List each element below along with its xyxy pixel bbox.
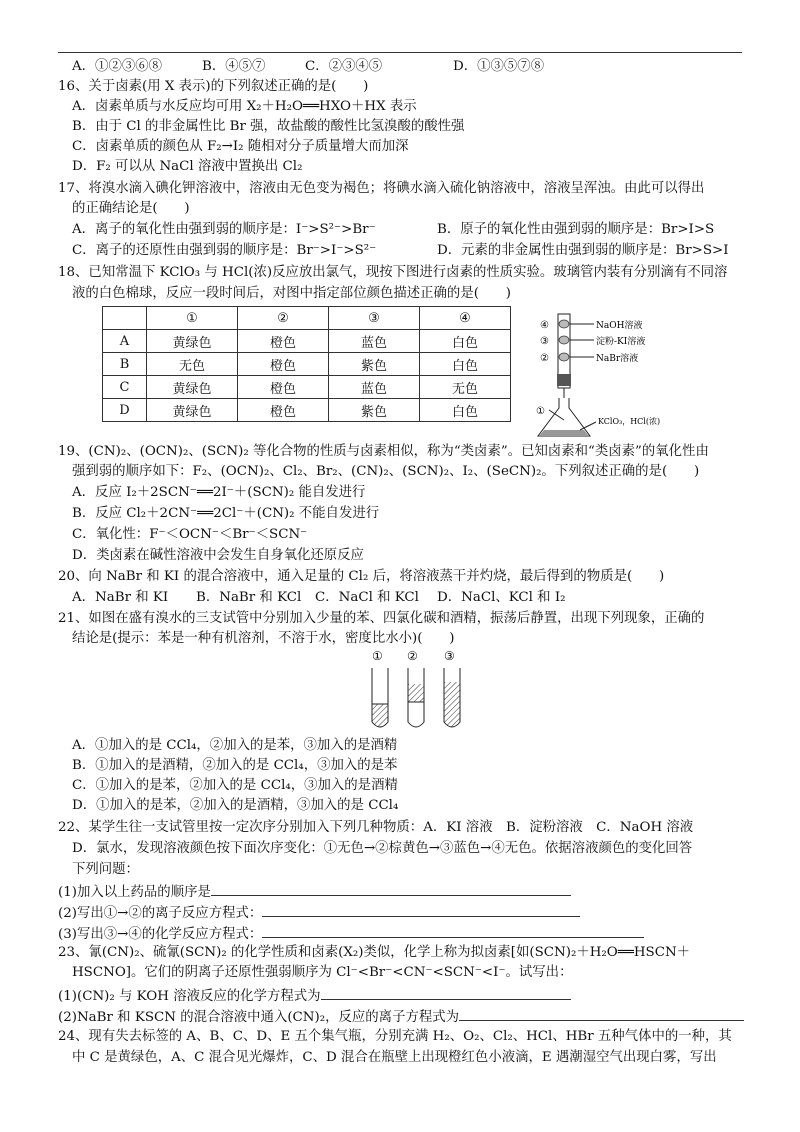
- q19-option-a: A．反应 I₂＋2SCN⁻══2I⁻＋(SCN)₂ 能自发进行: [72, 485, 366, 500]
- tube-label-2: ②: [407, 649, 418, 663]
- q23-part1: [58, 985, 571, 1006]
- table-cell: 橙色: [238, 353, 329, 376]
- table-cell: 橙色: [238, 376, 329, 399]
- q21-test-tubes-figure: [360, 648, 470, 734]
- q16-option-b: B．由于 Cl 的非金属性比 Br 强，故盐酸的酸性比氢溴酸的酸性强: [72, 119, 465, 134]
- q15-option-a: A．①②③⑥⑧: [72, 59, 163, 74]
- fig-label-starch-ki: 淀粉-KI溶液: [596, 337, 646, 347]
- table-header-cell: ④: [420, 307, 511, 330]
- table-cell: A: [103, 330, 147, 353]
- table-row: [103, 330, 511, 353]
- q19-option-d: D．类卤素在碱性溶液中会发生自身氧化还原反应: [72, 548, 364, 563]
- q22-stem-line2: D．氯水，发现溶液颜色按下面次序变化：①无色→②棕黄色→③蓝色→④无色。依据溶液颜色的变化回答: [72, 841, 693, 856]
- q17-option-a: A．离子的氧化性由强到弱的顺序是：I⁻>S²⁻>Br⁻: [72, 222, 376, 237]
- table-cell: 白色: [420, 399, 511, 422]
- test-tube-2: [408, 668, 424, 727]
- q22-part1: [58, 881, 571, 902]
- q22-stem-line1: 22、某学生往一支试管里按一定次序分别加入下列几种物质：A．KI 溶液 B．淀粉溶液 C．NaOH 溶液: [58, 820, 694, 835]
- q23-part2: [58, 1006, 744, 1027]
- table-cell: 橙色: [238, 330, 329, 353]
- table-cell: 无色: [147, 353, 238, 376]
- q22-part2: [58, 902, 580, 923]
- q21-stem-line1: 21、如图在盛有溴水的三支试管中分别加入少量的苯、四氯化碳和酒精，振荡后静置，出现下列现象，正确的: [58, 611, 705, 626]
- q22-part2-text: (2)写出①→②的离子反应方程式：: [58, 906, 263, 921]
- table-cell: 橙色: [238, 399, 329, 422]
- answer-blank[interactable]: [321, 985, 571, 1000]
- table-cell: 紫色: [329, 353, 420, 376]
- fig-label-1: ①: [536, 406, 545, 417]
- q19-option-c: C．氧化性：F⁻＜OCN⁻＜Br⁻＜SCN⁻: [72, 527, 308, 542]
- q17-stem-line2: 的正确结论是( ): [72, 201, 190, 216]
- flask-contents: [539, 430, 589, 436]
- q21-option-a: A．①加入的是 CCl₄，②加入的是苯，③加入的是酒精: [72, 738, 398, 753]
- q16-stem: 16、关于卤素(用 X 表示)的下列叙述正确的是( ): [58, 79, 369, 94]
- table-cell: 蓝色: [329, 330, 420, 353]
- q18-stem-line1: 18、已知常温下 KClO₃ 与 HCl(浓)反应放出氯气，现按下图进行卤素的性质实验。玻璃管内装有分别滴有不同溶: [58, 265, 728, 280]
- tube-label-3: ③: [444, 649, 455, 663]
- q21-option-d: D．①加入的是苯，②加入的是酒精，③加入的是 CCl₄: [72, 798, 399, 813]
- q18-stem-line2: 液的白色棉球，反应一段时间后，对图中指定部位颜色描述正确的是( ): [72, 286, 511, 301]
- answer-blank[interactable]: [262, 923, 644, 938]
- q19-option-b: B．反应 Cl₂＋2CN⁻══2Cl⁻＋(CN)₂ 不能自发进行: [72, 506, 380, 521]
- fig-label-reactants: KClO₃，HCl(浓): [598, 417, 661, 426]
- table-cell: 黄绿色: [147, 330, 238, 353]
- top-rule: [58, 52, 742, 53]
- fig-label-3: ③: [540, 336, 549, 347]
- q15-option-c: C．②③④⑤: [305, 59, 383, 74]
- q24-stem-line1: 24、现有失去标签的 A、B、C、D、E 五个集气瓶，分别充满 H₂、O₂、Cl₂、HCl、HBr 五种气体中的一种，其: [58, 1029, 732, 1044]
- tube-label-1: ①: [372, 649, 383, 663]
- answer-blank[interactable]: [211, 881, 571, 896]
- table-cell: C: [103, 376, 147, 399]
- q22-part3-text: (3)写出③→④的化学反应方程式：: [58, 927, 263, 942]
- table-header-cell: ①: [147, 307, 238, 330]
- q15-option-b: B．④⑤⑦: [202, 59, 266, 74]
- q17-option-d: D．元素的非金属性由强到弱的顺序是：Br>S>I: [437, 243, 729, 258]
- table-header-row: [103, 307, 511, 330]
- q16-option-a: A．卤素单质与水反应均可用 X₂＋H₂O══HXO＋HX 表示: [72, 99, 417, 114]
- fig-label-naoh: NaOH溶液: [596, 321, 643, 331]
- q20-option-a: A．NaBr 和 KI: [72, 590, 169, 605]
- q21-option-c: C．①加入的是苯，②加入的是 CCl₄，③加入的是酒精: [72, 778, 398, 793]
- table-cell: B: [103, 353, 147, 376]
- q22-part1-text: (1)加入以上药品的顺序是: [58, 885, 211, 900]
- fig-label-2: ②: [540, 353, 549, 364]
- table-cell: 蓝色: [329, 376, 420, 399]
- q23-part1-text: (1)(CN)₂ 与 KOH 溶液反应的化学方程式为: [58, 989, 321, 1004]
- q16-option-d: D．F₂ 可以从 NaCl 溶液中置换出 Cl₂: [72, 159, 303, 174]
- fig-label-4: ④: [540, 320, 549, 331]
- q18-apparatus-figure: [530, 312, 740, 444]
- cotton-balls: [559, 320, 569, 361]
- test-tube-1: [372, 668, 388, 727]
- q20-stem: 20、向 NaBr 和 KI 的混合溶液中，通入足量的 Cl₂ 后，将溶液蒸干并灼烧，最后得到的物质是( ): [58, 569, 665, 584]
- q23-part2-text: (2)NaBr 和 KSCN 的混合溶液中通入(CN)₂，反应的离子方程式为: [58, 1010, 460, 1025]
- table-cell: 白色: [420, 353, 511, 376]
- q17-stem-line1: 17、将溴水滴入碘化钾溶液中，溶液由无色变为褐色；将碘水滴入硫化钠溶液中，溶液呈浑浊。由此可以得出: [58, 181, 705, 196]
- q22-part3: [58, 923, 644, 944]
- q24-stem-line2: 中 C 是黄绿色，A、C 混合见光爆炸，C、D 混合在瓶壁上出现橙红色小液滴，E 遇潮湿空气出现白雾，写出: [72, 1050, 717, 1065]
- q22-stem-line3: 下列问题：: [72, 862, 139, 877]
- q21-stem-line2: 结论是(提示：苯是一种有机溶剂，不溶于水，密度比水小)( ): [72, 631, 455, 646]
- answer-blank[interactable]: [262, 902, 580, 917]
- table-row: [103, 353, 511, 376]
- table-cell: 白色: [420, 330, 511, 353]
- q16-option-c: C．卤素单质的颜色从 F₂→I₂ 随相对分子质量增大而加深: [72, 139, 409, 154]
- q20-option-d: D．NaCl、KCl 和 I₂: [437, 590, 566, 605]
- test-tube-3: [444, 668, 460, 727]
- table-cell: D: [103, 399, 147, 422]
- table-cell: 黄绿色: [147, 399, 238, 422]
- answer-blank[interactable]: [459, 1006, 744, 1021]
- q17-option-b: B．原子的氧化性由强到弱的顺序是：Br>I>S: [437, 222, 715, 237]
- table-header-cell: ③: [329, 307, 420, 330]
- q19-stem-line2: 强到弱的顺序如下：F₂、(OCN)₂、Cl₂、Br₂、(CN)₂、(SCN)₂、I₂、(SeCN)₂。下列叙述正确的是( ): [72, 464, 700, 479]
- q19-stem-line1: 19、(CN)₂、(OCN)₂、(SCN)₂ 等化合物的性质与卤素相似，称为“类卤素”。已知卤素和“类卤素”的氧化性由: [58, 444, 709, 459]
- q23-stem-line1: 23、氰(CN)₂、硫氰(SCN)₂ 的化学性质和卤素(X₂)类似，化学上称为拟卤素[如(SCN)₂＋H₂O══HSCN＋: [58, 945, 691, 960]
- q15-option-d: D．①③⑤⑦⑧: [453, 59, 545, 74]
- q18-table: [102, 306, 511, 422]
- q23-stem-line2: HSCNO]。它们的阴离子还原性强弱顺序为 Cl⁻<Br⁻<CN⁻<SCN⁻<I⁻。试写出：: [72, 965, 573, 980]
- table-cell: 紫色: [329, 399, 420, 422]
- q21-option-b: B．①加入的是酒精，②加入的是 CCl₄，③加入的是苯: [72, 758, 398, 773]
- table-cell: 黄绿色: [147, 376, 238, 399]
- table-cell: 无色: [420, 376, 511, 399]
- table-header-cell: ②: [238, 307, 329, 330]
- table-row: [103, 399, 511, 422]
- q20-option-b: B．NaBr 和 KCl: [196, 590, 302, 605]
- fig-label-nabr: NaBr溶液: [596, 354, 639, 364]
- q20-option-c: C．NaCl 和 KCl: [315, 590, 419, 605]
- stopper: [557, 374, 571, 386]
- table-header-cell: [103, 307, 147, 330]
- table-row: [103, 376, 511, 399]
- q17-option-c: C．离子的还原性由强到弱的顺序是：Br⁻>I⁻>S²⁻: [72, 243, 377, 258]
